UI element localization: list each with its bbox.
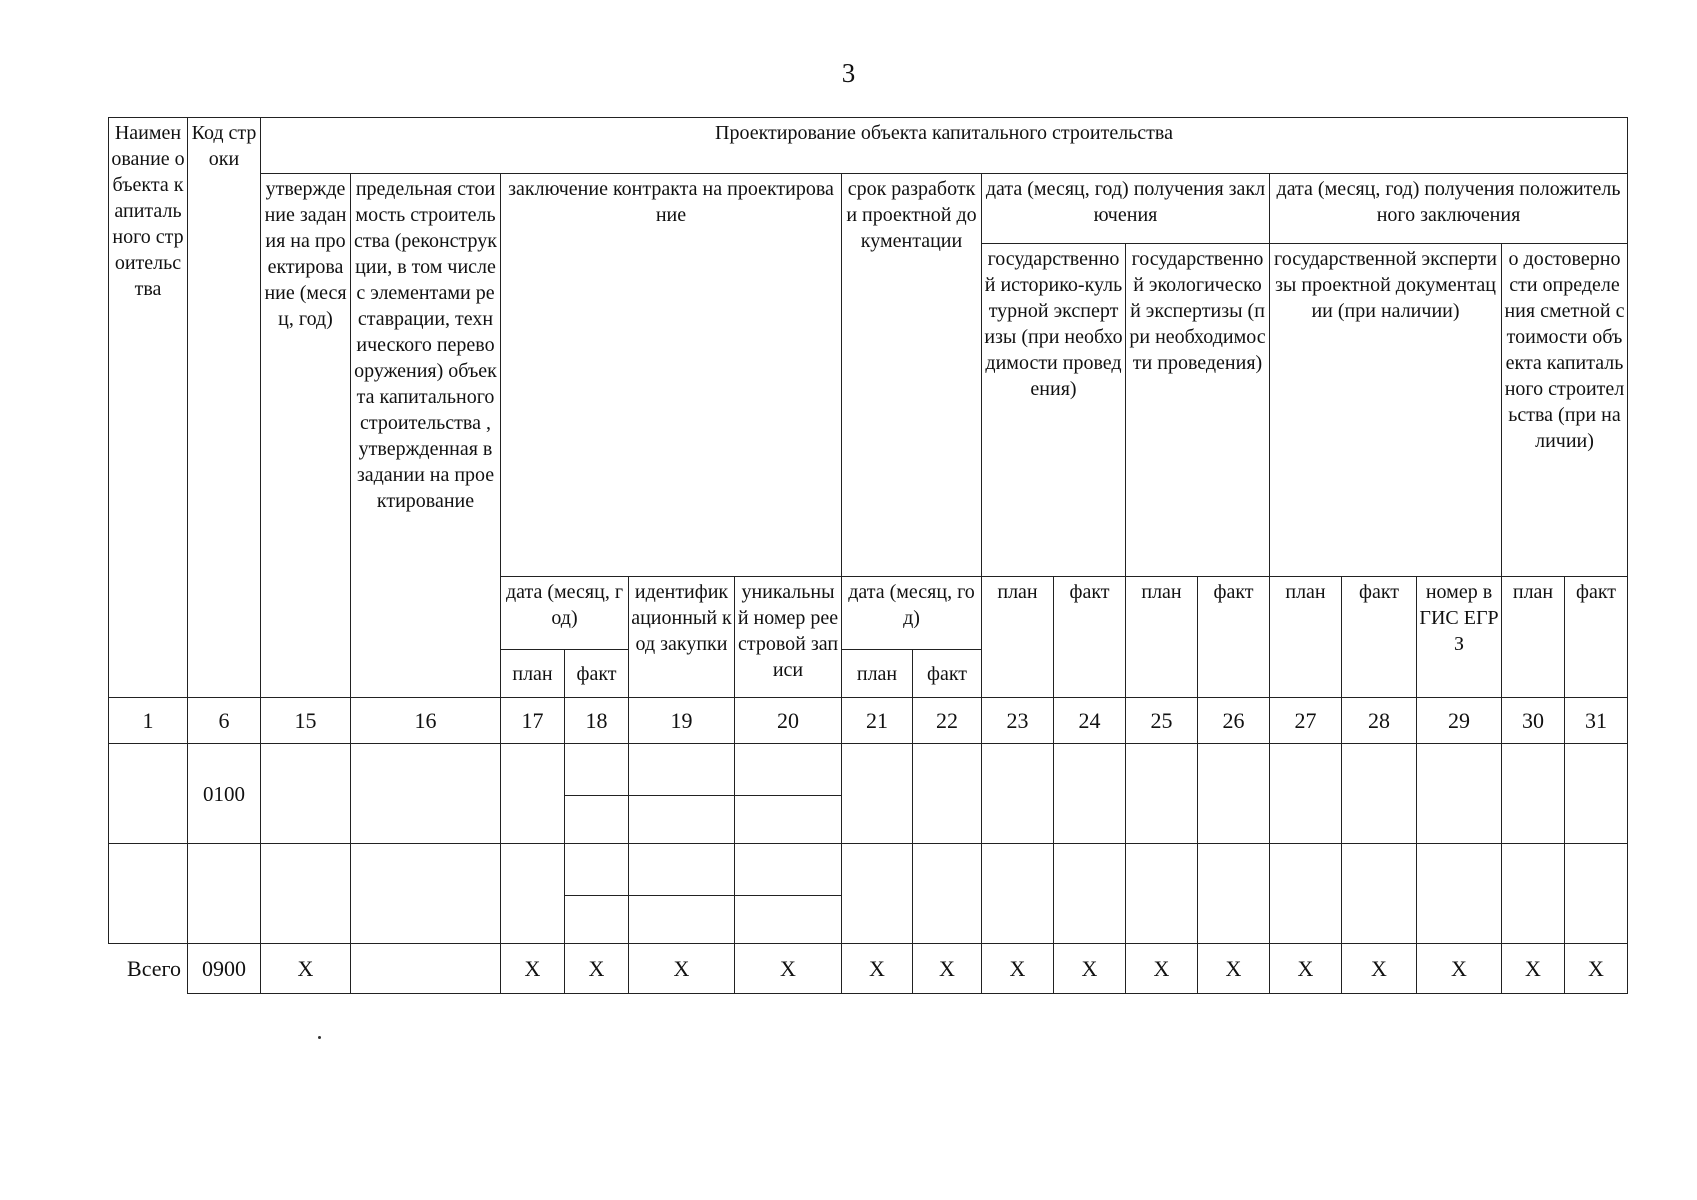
data-cell[interactable] xyxy=(735,796,842,844)
header-historic-cultural-expertise: государственной историко-культурной экспертизы (при необходимости проведения) xyxy=(982,244,1126,577)
data-row-code: 0100 xyxy=(188,744,261,844)
data-cell[interactable] xyxy=(1270,744,1342,844)
column-number: 6 xyxy=(188,698,261,744)
total-label: Всего xyxy=(109,944,188,994)
total-cell: Х xyxy=(1126,944,1198,994)
column-number: 23 xyxy=(982,698,1054,744)
column-number: 19 xyxy=(629,698,735,744)
column-number: 31 xyxy=(1565,698,1628,744)
header-contract-date: дата (месяц, год) xyxy=(501,577,629,650)
header-gis-egrz-number: номер в ГИС ЕГРЗ xyxy=(1417,577,1502,698)
column-number: 29 xyxy=(1417,698,1502,744)
header-max-cost: предельная стоимость строительства (реконструкции, в том числе с элементами реставрации, технического перевооружения) объекта капитального строительства , утвержденная в задании на проектирование xyxy=(351,174,501,698)
total-cell: Х xyxy=(629,944,735,994)
data-cell[interactable] xyxy=(1417,744,1502,844)
total-cell: Х xyxy=(913,944,982,994)
data-cell[interactable] xyxy=(982,844,1054,944)
total-cell: Х xyxy=(565,944,629,994)
column-number: 28 xyxy=(1342,698,1417,744)
page-number: 3 xyxy=(841,58,856,88)
total-cell: Х xyxy=(261,944,351,994)
data-cell[interactable] xyxy=(735,896,842,944)
data-cell[interactable] xyxy=(913,844,982,944)
total-cell: Х xyxy=(1417,944,1502,994)
header-task-approval: утверждение задания на проектирование (месяц, год) xyxy=(261,174,351,698)
data-cell[interactable] xyxy=(1198,844,1270,944)
column-number: 18 xyxy=(565,698,629,744)
header-fact-18: факт xyxy=(565,650,629,698)
header-design-contract: заключение контракта на проектирование xyxy=(501,174,842,577)
data-cell[interactable] xyxy=(501,844,565,944)
data-cell[interactable] xyxy=(629,744,735,796)
data-cell[interactable] xyxy=(1565,844,1628,944)
data-cell[interactable] xyxy=(565,796,629,844)
data-cell[interactable] xyxy=(1054,744,1126,844)
header-estimate-reliability: о достоверности определения сметной стоимости объекта капитального строительства (при наличии) xyxy=(1502,244,1628,577)
total-cell: Х xyxy=(842,944,913,994)
header-positive-conclusion-date: дата (месяц, год) получения положительного заключения xyxy=(1270,174,1628,244)
data-cell[interactable] xyxy=(1270,844,1342,944)
data-cell[interactable] xyxy=(1126,844,1198,944)
data-cell-name[interactable] xyxy=(109,844,188,944)
column-number: 17 xyxy=(501,698,565,744)
header-fact-24: факт xyxy=(1054,577,1126,698)
data-cell[interactable] xyxy=(842,844,913,944)
total-cell: Х xyxy=(1342,944,1417,994)
data-cell[interactable] xyxy=(629,796,735,844)
header-fact-28: факт xyxy=(1342,577,1417,698)
data-cell[interactable] xyxy=(565,744,629,796)
data-cell[interactable] xyxy=(842,744,913,844)
header-fact-31: факт xyxy=(1565,577,1628,698)
header-development-term: срок разработки проектной документации xyxy=(842,174,982,577)
header-plan-27: план xyxy=(1270,577,1342,698)
total-cell: Х xyxy=(1054,944,1126,994)
total-cell: Х xyxy=(1565,944,1628,994)
header-fact-26: факт xyxy=(1198,577,1270,698)
header-project-documentation-expertise: государственной экспертизы проектной документации (при наличии) xyxy=(1270,244,1502,577)
capital-construction-form-table xyxy=(108,117,1628,994)
data-cell[interactable] xyxy=(1198,744,1270,844)
column-number: 16 xyxy=(351,698,501,744)
column-number: 27 xyxy=(1270,698,1342,744)
data-cell[interactable] xyxy=(261,744,351,844)
total-cell: Х xyxy=(501,944,565,994)
data-cell[interactable] xyxy=(1342,844,1417,944)
data-cell-name[interactable] xyxy=(109,744,188,844)
data-cell[interactable] xyxy=(351,844,501,944)
header-registry-number: уникальный номер реестровой записи xyxy=(735,577,842,698)
data-cell[interactable] xyxy=(735,844,842,896)
data-cell[interactable] xyxy=(565,896,629,944)
column-number: 21 xyxy=(842,698,913,744)
header-plan-21: план xyxy=(842,650,913,698)
data-cell[interactable] xyxy=(261,844,351,944)
data-cell[interactable] xyxy=(629,896,735,944)
header-plan-25: план xyxy=(1126,577,1198,698)
column-number: 1 xyxy=(109,698,188,744)
data-cell[interactable] xyxy=(565,844,629,896)
total-cell: Х xyxy=(982,944,1054,994)
data-cell[interactable] xyxy=(1342,744,1417,844)
data-cell[interactable] xyxy=(629,844,735,896)
data-cell[interactable] xyxy=(1502,844,1565,944)
data-cell[interactable] xyxy=(1417,844,1502,944)
total-cell: Х xyxy=(735,944,842,994)
data-cell[interactable] xyxy=(1054,844,1126,944)
data-cell[interactable] xyxy=(982,744,1054,844)
data-row-code xyxy=(188,844,261,944)
data-cell[interactable] xyxy=(1565,744,1628,844)
column-number: 25 xyxy=(1126,698,1198,744)
data-cell[interactable] xyxy=(501,744,565,844)
data-cell[interactable] xyxy=(351,744,501,844)
header-purchase-id: идентификационный код закупки xyxy=(629,577,735,698)
data-cell[interactable] xyxy=(735,744,842,796)
data-cell[interactable] xyxy=(1502,744,1565,844)
total-row-code: 0900 xyxy=(188,944,261,994)
column-number: 30 xyxy=(1502,698,1565,744)
column-number: 26 xyxy=(1198,698,1270,744)
header-row-code: Код строки xyxy=(188,118,261,698)
data-cell[interactable] xyxy=(913,744,982,844)
column-number: 22 xyxy=(913,698,982,744)
header-fact-22: факт xyxy=(913,650,982,698)
data-cell[interactable] xyxy=(1126,744,1198,844)
column-number: 24 xyxy=(1054,698,1126,744)
total-cell[interactable] xyxy=(351,944,501,994)
header-ecological-expertise: государственной экологической экспертизы (при необходимости проведения) xyxy=(1126,244,1270,577)
column-number: 15 xyxy=(261,698,351,744)
total-cell: Х xyxy=(1270,944,1342,994)
scan-speck xyxy=(318,1036,321,1039)
header-plan-17: план xyxy=(501,650,565,698)
header-plan-30: план xyxy=(1502,577,1565,698)
column-number: 20 xyxy=(735,698,842,744)
header-object-name: Наименование объекта капитального строительства xyxy=(109,118,188,698)
header-development-date: дата (месяц, год) xyxy=(842,577,982,650)
header-plan-23: план xyxy=(982,577,1054,698)
total-cell: Х xyxy=(1198,944,1270,994)
header-conclusion-date: дата (месяц, год) получения заключения xyxy=(982,174,1270,244)
header-design-group: Проектирование объекта капитального строительства xyxy=(261,118,1628,174)
total-cell: Х xyxy=(1502,944,1565,994)
